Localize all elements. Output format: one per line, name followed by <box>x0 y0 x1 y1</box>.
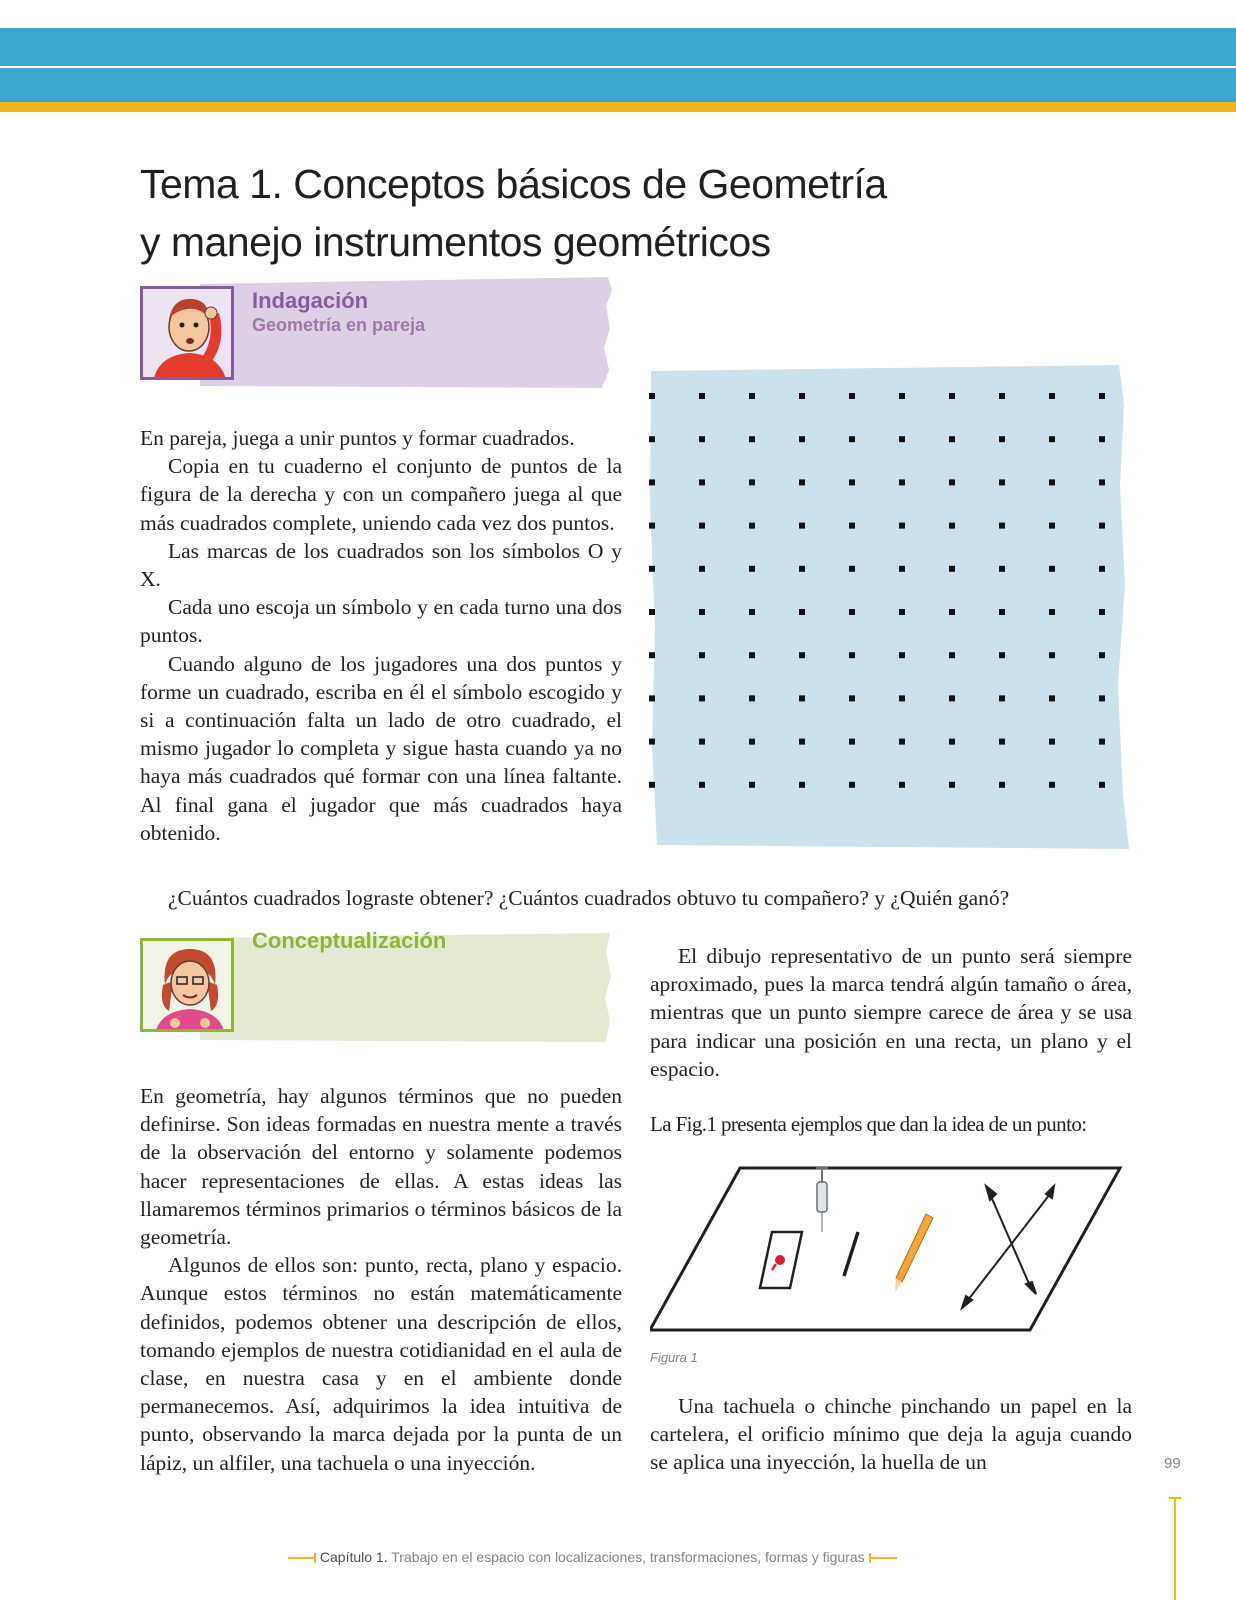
grid-dot <box>1099 609 1105 615</box>
grid-dot <box>1099 479 1105 485</box>
grid-dot <box>949 523 955 529</box>
grid-dot <box>699 436 705 442</box>
grid-dot <box>949 652 955 658</box>
concept-left-column <box>140 1082 622 1477</box>
chapter-footer <box>288 1549 988 1571</box>
grid-dot <box>999 652 1005 658</box>
page-title-line-2: y manejo instrumentos geométricos <box>140 219 771 265</box>
grid-dot <box>1099 782 1105 788</box>
grid-dot <box>699 393 705 399</box>
grid-dot <box>949 393 955 399</box>
pin-icon <box>844 1232 858 1276</box>
indagacion-banner <box>140 276 620 392</box>
grid-dot <box>899 393 905 399</box>
grid-dot <box>749 782 755 788</box>
grid-dot <box>899 782 905 788</box>
page-number: 99 <box>1164 1455 1181 1472</box>
grid-dot <box>699 739 705 745</box>
pencil-icon <box>895 1214 933 1292</box>
grid-dot <box>799 609 805 615</box>
grid-dot <box>649 695 655 701</box>
thinking-boy-icon <box>143 289 234 380</box>
grid-dot <box>1099 436 1105 442</box>
grid-dot <box>999 566 1005 572</box>
indagacion-paragraph-1: En pareja, juega a unir puntos y formar cuadrados. <box>140 426 575 450</box>
grid-dot <box>699 609 705 615</box>
grid-dot <box>999 523 1005 529</box>
grid-dot <box>649 739 655 745</box>
grid-dot <box>799 436 805 442</box>
concept-right-paragraph-1: El dibujo representativo de un punto será siempre aproximado, pues la marca tendrá algún tamaño o área, mientras que un punto siempre carece de área y se usa para indicar una posición en una recta, un plano y el espacio. <box>650 944 1132 1081</box>
grid-dot <box>749 523 755 529</box>
grid-dot <box>699 479 705 485</box>
grid-dot <box>649 652 655 658</box>
grid-dot <box>849 609 855 615</box>
indagacion-question: ¿Cuántos cuadrados lograste obtener? ¿Cuántos cuadrados obtuvo tu compañero? y ¿Quién ganó? <box>168 886 1010 910</box>
grid-dot <box>849 436 855 442</box>
grid-dot <box>699 523 705 529</box>
grid-dot <box>999 436 1005 442</box>
concept-paragraph-1: En geometría, hay algunos términos que no pueden definirse. Son ideas formadas en nuestra mente a través de la observación del entorno y solamente podemos hacer representaciones de ellas. A estas ideas las llamaremos términos primarios o términos básicos de la geometría. <box>140 1084 622 1250</box>
grid-dot <box>1049 566 1055 572</box>
grid-dot <box>949 695 955 701</box>
grid-dot <box>849 695 855 701</box>
footer-chapter-label: Capítulo 1. <box>319 1549 388 1565</box>
grid-dot <box>849 393 855 399</box>
header-gold-stripe <box>0 102 1236 112</box>
boy-thinking-illustration <box>140 286 234 380</box>
grid-dot <box>649 523 655 529</box>
grid-dot <box>649 609 655 615</box>
grid-dot <box>1099 393 1105 399</box>
grid-dot <box>1049 393 1055 399</box>
grid-dot <box>799 479 805 485</box>
grid-dot <box>649 479 655 485</box>
grid-dot <box>999 479 1005 485</box>
page-title <box>140 155 960 271</box>
concept-right-column-top <box>650 942 1132 1083</box>
footer-left-rule <box>288 1557 316 1559</box>
grid-dot <box>899 566 905 572</box>
girl-icon <box>143 941 234 1032</box>
grid-dot <box>1049 523 1055 529</box>
grid-dot <box>999 782 1005 788</box>
header-band-top <box>0 28 1236 66</box>
dot-grid-background <box>650 365 1129 849</box>
syringe-icon <box>816 1168 828 1232</box>
grid-dot <box>899 695 905 701</box>
grid-dot <box>949 479 955 485</box>
indagacion-paragraph-2: Copia en tu cuaderno el conjunto de puntos de la figura de la derecha y con un compañero juega al que más cuadrados complete, uniendo cada vez dos puntos. <box>140 454 622 535</box>
grid-dot <box>849 782 855 788</box>
grid-dot <box>1049 479 1055 485</box>
grid-dot <box>849 739 855 745</box>
footer-right-rule <box>869 1557 897 1559</box>
grid-dot <box>899 652 905 658</box>
crossing-lines-icon <box>962 1186 1054 1308</box>
grid-dot <box>649 566 655 572</box>
page-title-line-1: Tema 1. Conceptos básicos de Geometría <box>140 161 887 207</box>
dot-grid-figure <box>649 365 1132 852</box>
grid-dot <box>749 479 755 485</box>
grid-dot <box>1099 695 1105 701</box>
side-rule <box>1174 1497 1176 1600</box>
grid-dot <box>699 782 705 788</box>
paper-with-tack-icon <box>760 1232 802 1288</box>
concept-paragraph-2: Algunos de ellos son: punto, recta, plano y espacio. Aunque estos términos no están matemáticamente definidos, podemos obtener una descripción de ellos, tomando ejemplos de nuestra cotidianidad en el aula de clase, en nuestra casa y en el ambiente donde permanecemos. Así, adquirimos la idea intuitiva de punto, observando la marca dejada por la punta de un lápiz, un alfiler, una tachuela o una inyección. <box>140 1253 622 1475</box>
figure-1-plane <box>650 1160 1130 1340</box>
grid-dot <box>1099 652 1105 658</box>
grid-dot <box>849 652 855 658</box>
figure-intro: La Fig.1 presenta ejemplos que dan la idea de un punto: <box>650 1112 1087 1136</box>
grid-dot <box>749 566 755 572</box>
concept-right-column-bottom <box>650 1392 1132 1477</box>
grid-dot <box>1049 436 1055 442</box>
conceptualizacion-title: Conceptualización <box>252 928 447 953</box>
indagacion-subtitle: Geometría en pareja <box>252 315 426 335</box>
grid-dot <box>1049 782 1055 788</box>
grid-dot <box>1099 523 1105 529</box>
grid-dot <box>849 479 855 485</box>
grid-dot <box>949 739 955 745</box>
grid-dot <box>649 782 655 788</box>
grid-dot <box>699 566 705 572</box>
grid-dot <box>749 739 755 745</box>
grid-dot <box>799 652 805 658</box>
grid-dot <box>899 479 905 485</box>
grid-dot <box>1049 739 1055 745</box>
grid-dot <box>649 393 655 399</box>
grid-dot <box>849 566 855 572</box>
grid-dot <box>749 393 755 399</box>
grid-dot <box>699 695 705 701</box>
grid-dot <box>899 739 905 745</box>
figure-caption: Figura 1 <box>650 1350 698 1365</box>
grid-dot <box>799 566 805 572</box>
grid-dot <box>749 436 755 442</box>
concept-right-paragraph-2: Una tachuela o chinche pinchando un papel en la cartelera, el orificio mínimo que deja la aguja cuando se aplica una inyección, la huella de un <box>650 1394 1132 1475</box>
grid-dot <box>1049 695 1055 701</box>
grid-dot <box>799 739 805 745</box>
grid-dot <box>649 436 655 442</box>
grid-dot <box>1099 566 1105 572</box>
grid-dot <box>899 436 905 442</box>
grid-dot <box>699 652 705 658</box>
grid-dot <box>749 609 755 615</box>
indagacion-text-column <box>140 424 622 847</box>
grid-dot <box>749 695 755 701</box>
grid-dot <box>799 782 805 788</box>
grid-dot <box>999 393 1005 399</box>
grid-dot <box>949 436 955 442</box>
grid-dot <box>1099 739 1105 745</box>
grid-dot <box>949 609 955 615</box>
grid-dot <box>799 523 805 529</box>
indagacion-paragraph-5: Cuando alguno de los jugadores una dos puntos y forme un cuadrado, escriba en él el símbolo escogido y si a continuación falta un lado de otro cuadrado, el mismo jugador lo completa y sigue hasta cuando ya no haya más cuadrados qué formar con una línea faltante. Al final gana el jugador que más cuadrados haya obtenido. <box>140 651 622 845</box>
grid-dot <box>999 609 1005 615</box>
grid-dot <box>949 782 955 788</box>
indagacion-paragraph-3: Las marcas de los cuadrados son los símbolos O y X. <box>140 538 622 592</box>
grid-dot <box>899 523 905 529</box>
grid-dot <box>849 523 855 529</box>
grid-dot <box>999 695 1005 701</box>
grid-dot <box>749 652 755 658</box>
grid-dot <box>949 566 955 572</box>
footer-chapter-title: Trabajo en el espacio con localizaciones, transformaciones, formas y figuras <box>391 1549 865 1565</box>
header-band-bottom <box>0 68 1236 102</box>
grid-dot <box>1049 652 1055 658</box>
girl-illustration <box>140 938 234 1032</box>
grid-dot <box>799 695 805 701</box>
grid-dot <box>999 739 1005 745</box>
grid-dot <box>899 609 905 615</box>
conceptualizacion-banner <box>140 928 620 1048</box>
grid-dot <box>1049 609 1055 615</box>
grid-dot <box>799 393 805 399</box>
indagacion-title: Indagación <box>252 288 369 313</box>
indagacion-paragraph-4: Cada uno escoja un símbolo y en cada turno una dos puntos. <box>140 595 622 648</box>
